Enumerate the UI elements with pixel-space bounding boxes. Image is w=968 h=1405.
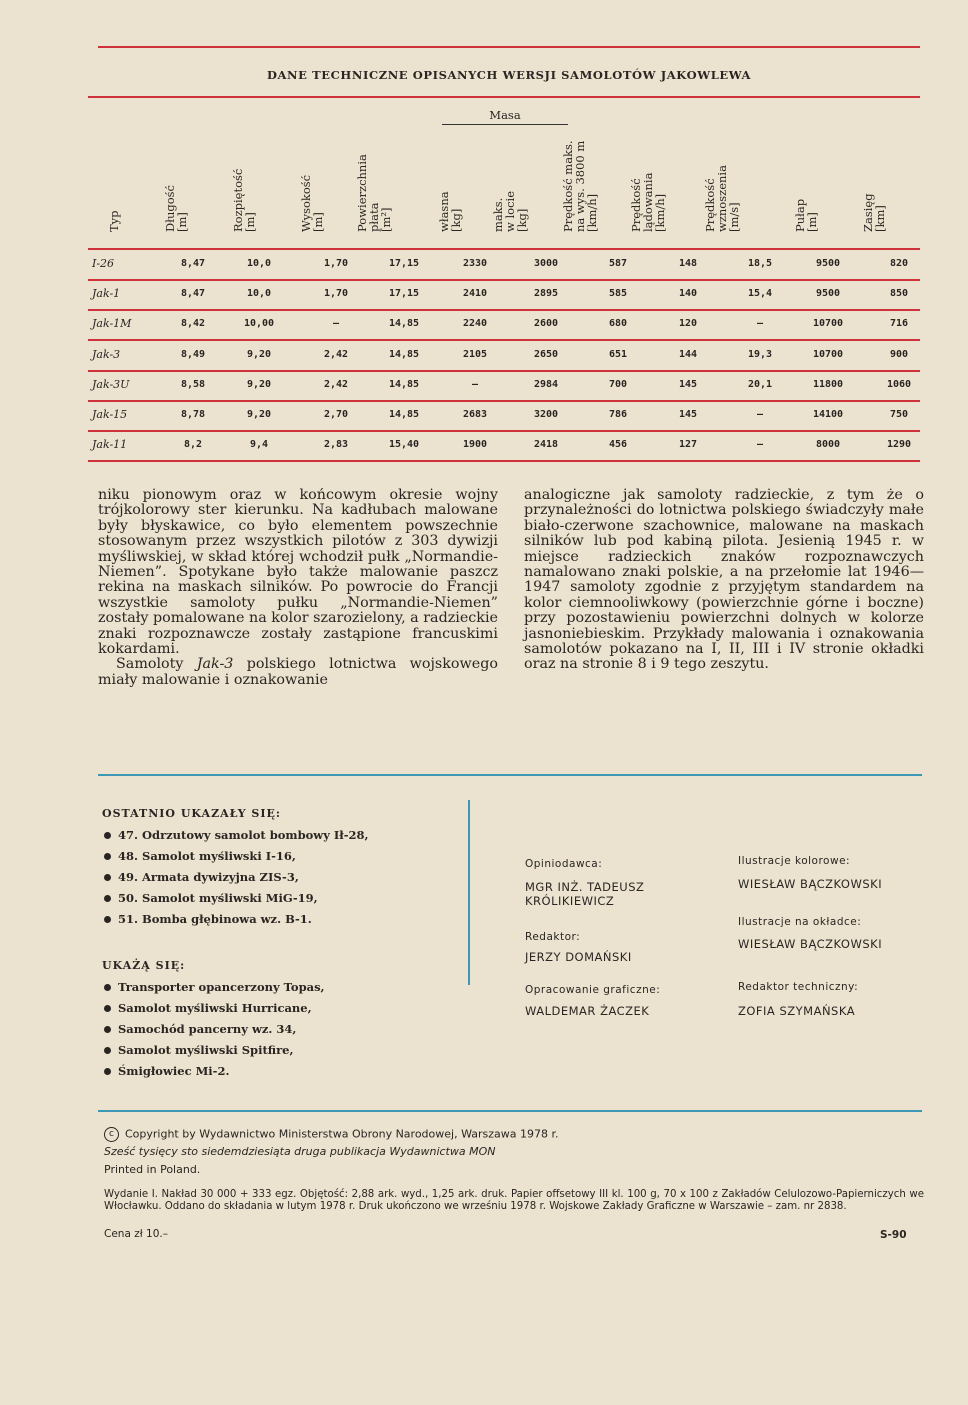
table-cell: 20,1 <box>747 379 773 390</box>
table-cell: 19,3 <box>747 349 773 360</box>
table-cell: 10700 <box>812 349 844 360</box>
table-cell: 2683 <box>462 409 488 420</box>
table-cell: 2,70 <box>323 409 349 420</box>
table-cell: 8,78 <box>180 409 206 420</box>
copyright-icon: c <box>104 1127 119 1142</box>
table-cell: 9500 <box>815 288 841 299</box>
column-header <box>299 0 325 232</box>
column-header <box>861 0 887 232</box>
publication-line: Sześć tysięcy sto siedemdziesiąta druga publikacja Wydawnictwa MON <box>104 1145 496 1158</box>
table-cell: 8,58 <box>180 379 206 390</box>
table-cell: 1,70 <box>323 288 349 299</box>
table-cell: 10,0 <box>246 288 272 299</box>
table-cell: 9500 <box>815 258 841 269</box>
column-header-label: Zasięg [km] <box>861 193 887 232</box>
table-cell: 15,4 <box>747 288 773 299</box>
upcoming-header: UKAŻĄ SIĘ: <box>102 959 186 972</box>
table-cell: 2,42 <box>323 349 349 360</box>
table-cell: 14,85 <box>388 379 420 390</box>
type-cell: Jak-15 <box>92 408 128 421</box>
table-cell: 820 <box>889 258 909 269</box>
recent-block <box>102 807 462 933</box>
upcoming-list <box>102 980 462 1085</box>
printed-line: Printed in Poland. <box>104 1163 201 1176</box>
column-header <box>355 0 393 232</box>
column-header-label: maks. w locie [kg] <box>491 190 529 232</box>
table-cell: 8,47 <box>180 288 206 299</box>
list-item: 48. Samolot myśliwski I-16, <box>102 849 462 870</box>
table-cell: 1900 <box>462 439 488 450</box>
table-cell: 1060 <box>886 379 912 390</box>
table-cell: 2240 <box>462 318 488 329</box>
color-ill-label: Ilustracje kolorowe: <box>738 855 851 867</box>
table-cell: 2650 <box>533 349 559 360</box>
list-item: Śmigłowiec Mi-2. <box>102 1064 462 1085</box>
table-cell: 2410 <box>462 288 488 299</box>
text-right-column <box>524 488 924 673</box>
table-cell: 2418 <box>533 439 559 450</box>
table-cell: 15,40 <box>388 439 420 450</box>
series-code: S-90 <box>880 1229 907 1241</box>
table-cell: 8,42 <box>180 318 206 329</box>
list-item: 50. Samolot myśliwski MiG-19, <box>102 891 462 912</box>
table-cell: 10,00 <box>243 318 275 329</box>
table-cell: 9,20 <box>246 409 272 420</box>
table-row <box>88 341 920 371</box>
cover-ill-name: WIESŁAW BĄCZKOWSKI <box>738 937 883 951</box>
table-row <box>88 401 920 431</box>
cover-ill-label: Ilustracje na okładce: <box>738 916 862 928</box>
table-cell: 9,4 <box>249 439 269 450</box>
column-header-label: własna [kg] <box>437 191 463 232</box>
table-cell: 140 <box>678 288 698 299</box>
recent-header: OSTATNIO UKAZAŁY SIĘ: <box>102 807 281 820</box>
type-cell: Jak-1M <box>92 317 132 330</box>
column-header-label: Typ <box>107 210 121 232</box>
column-header-label: Rozpiętość [m] <box>231 168 257 232</box>
tech-editor-label: Redaktor techniczny: <box>738 981 859 993</box>
list-item: Transporter opancerzony Topas, <box>102 980 462 1001</box>
table-row <box>88 371 920 401</box>
column-header <box>231 0 257 232</box>
table-cell: 680 <box>608 318 628 329</box>
table-cell: 127 <box>678 439 698 450</box>
table-cell: 716 <box>889 318 909 329</box>
table-cell: 145 <box>678 379 698 390</box>
table-cell: — <box>756 318 764 329</box>
table-cell: 9,20 <box>246 349 272 360</box>
price: Cena zł 10.– <box>104 1228 168 1240</box>
column-header <box>107 0 121 232</box>
editor-name: JERZY DOMAŃSKI <box>525 950 632 964</box>
table-cell: 3000 <box>533 258 559 269</box>
graphics-name: WALDEMAR ŻACZEK <box>525 1004 650 1018</box>
text-left-column <box>98 488 498 688</box>
list-item: 51. Bomba głębinowa wz. B-1. <box>102 912 462 933</box>
table-cell: 750 <box>889 409 909 420</box>
table-cell: — <box>756 409 764 420</box>
section-divider-vertical <box>468 800 470 985</box>
column-header-label: Długość [m] <box>163 185 189 232</box>
column-header <box>163 0 189 232</box>
column-header <box>437 0 463 232</box>
table-cell: 2895 <box>533 288 559 299</box>
masa-group-label: Masa <box>489 108 521 122</box>
table-cell: 8,47 <box>180 258 206 269</box>
table-cell: 1290 <box>886 439 912 450</box>
column-header-label: Pułap [m] <box>793 198 819 232</box>
table-cell: 14100 <box>812 409 844 420</box>
reviewer-name: MGR INŻ. TADEUSZ KRÓLIKIEWICZ <box>525 880 645 908</box>
table-cell: 17,15 <box>388 258 420 269</box>
editor-label: Redaktor: <box>525 931 581 943</box>
type-cell: Jak-11 <box>92 438 128 451</box>
table-cell: 10700 <box>812 318 844 329</box>
table-row <box>88 310 920 340</box>
table-cell: — <box>756 439 764 450</box>
type-cell: Jak-1 <box>92 287 121 300</box>
table-title: DANE TECHNICZNE OPISANYCH WERSJI SAMOLOTÓW JAKOWLEWA <box>266 68 752 82</box>
type-cell: Jak-3U <box>92 378 130 391</box>
column-header-label: Prędkość lądowania [km/h] <box>629 172 667 232</box>
table-cell: 11800 <box>812 379 844 390</box>
table-cell: 786 <box>608 409 628 420</box>
table-cell: 9,20 <box>246 379 272 390</box>
table-cell: 456 <box>608 439 628 450</box>
table-cell: 2600 <box>533 318 559 329</box>
list-item: Samolot myśliwski Hurricane, <box>102 1001 462 1022</box>
top-rule <box>98 46 920 48</box>
table-cell: 8,2 <box>183 439 203 450</box>
table-cell: 8,49 <box>180 349 206 360</box>
table-cell: 2330 <box>462 258 488 269</box>
graphics-label: Opracowanie graficzne: <box>525 984 661 996</box>
table-cell: 17,15 <box>388 288 420 299</box>
table-cell: 651 <box>608 349 628 360</box>
table-cell: 900 <box>889 349 909 360</box>
table-cell: 14,85 <box>388 318 420 329</box>
list-item: 49. Armata dywizyjna ZIS-3, <box>102 870 462 891</box>
row-rule <box>88 460 920 462</box>
upcoming-block <box>102 959 462 1085</box>
header-top-rule <box>88 96 920 98</box>
table-cell: 2,42 <box>323 379 349 390</box>
column-header-label: Prędkość maks. na wys. 3800 m [km/h] <box>561 140 599 232</box>
table-cell: 14,85 <box>388 349 420 360</box>
copyright-line: c Copyright by Wydawnictwo Ministerstwa Obrony Narodowej, Warszawa 1978 r. <box>104 1127 914 1142</box>
table-row <box>88 250 920 280</box>
table-cell: 120 <box>678 318 698 329</box>
table-row <box>88 280 920 310</box>
table-cell: 2105 <box>462 349 488 360</box>
table-cell: 144 <box>678 349 698 360</box>
section-rule-top <box>98 774 922 776</box>
masa-group-rule <box>442 124 568 125</box>
table-cell: 700 <box>608 379 628 390</box>
column-header-label: Wysokość [m] <box>299 174 325 232</box>
table-cell: 2,83 <box>323 439 349 450</box>
column-header-label: Powierzchnia płata [m²] <box>355 154 393 232</box>
table-cell: 148 <box>678 258 698 269</box>
list-item: Samochód pancerny wz. 34, <box>102 1022 462 1043</box>
table-cell: 18,5 <box>747 258 773 269</box>
table-cell: 3200 <box>533 409 559 420</box>
type-cell: I-26 <box>92 257 115 270</box>
column-header <box>793 0 819 232</box>
column-header-label: Prędkość wznoszenia [m/s] <box>703 165 741 232</box>
table-cell: 2984 <box>533 379 559 390</box>
table-cell: 8000 <box>815 439 841 450</box>
table-cell: 10,0 <box>246 258 272 269</box>
edition-info: Wydanie I. Nakład 30 000 + 333 egz. Objętość: 2,88 ark. wyd., 1,25 ark. druk. Papier offsetowy III kl. 100 g, 70 x 100 z Zakładów Celulozowo-Papierniczych we Włocławku. Oddano do składania w lutym 1978 r. Druk ukończono we wrześniu 1978 r. Wojskowe Zakłady Graficzne w Warszawie – zam. nr 2838. <box>104 1189 924 1212</box>
table-cell: 14,85 <box>388 409 420 420</box>
paragraph: Samoloty Jak-3 polskiego lotnictwa wojskowego miały malowanie i oznakowanie <box>98 656 499 688</box>
section-rule-bottom <box>98 1110 922 1112</box>
type-cell: Jak-3 <box>92 348 121 361</box>
table-cell: 587 <box>608 258 628 269</box>
paragraph: analogiczne jak samoloty radzieckie, z tym że o przynależności do lotnictwa polskiego świadczyły małe biało-czerwone szachownice, malowane na maskach silników lub pod kabiną pilota. Jesienią 1945 r. w miejsce radzieckich znaków rozpoznawczych namalowano znaki polskie, a na przełomie lat 1946—1947 samoloty zgodnie z przyjętym standardem na kolor ciemnooliwkowy (powierzchnie górne i boczne) przy pozostawieniu powierzchni dolnych w kolorze jasnoniebieskim. Przykłady malowania i oznakowania samolotów pokazano na I, II, III i IV stronie okładki oraz na stronie 8 i 9 tego zeszytu. <box>524 487 924 673</box>
table-cell: 1,70 <box>323 258 349 269</box>
table-cell: 850 <box>889 288 909 299</box>
reviewer-label: Opiniodawca: <box>525 858 603 870</box>
column-header <box>703 0 741 232</box>
tech-editor-name: ZOFIA SZYMAŃSKA <box>738 1004 856 1018</box>
table-cell: 585 <box>608 288 628 299</box>
table-cell: — <box>332 318 340 329</box>
recent-list <box>102 828 462 933</box>
list-item: Samolot myśliwski Spitfire, <box>102 1043 462 1064</box>
color-ill-name: WIESŁAW BĄCZKOWSKI <box>738 877 883 891</box>
column-header <box>561 0 599 232</box>
table-cell: — <box>471 379 479 390</box>
paragraph: niku pionowym oraz w końcowym okresie wojny trójkolorowy ster kierunku. Na kadłubach malowane były błyskawice, co było elementem powszechnie stosowanym przez wszystkich pilotów z 303 dywizji myśliwskiej, w skład której wchodził pułk „Normandie-Niemen”. Spotykane było także malowanie paszcz rekina na maskach silników. Po powrocie do Francji wszystkie samoloty pułku „Normandie-Niemen” zostały pomalowane na kolor szarozielony, a radzieckie znaki rozpoznawcze zostały zastąpione francuskimi kokardami. <box>98 487 499 658</box>
list-item: 47. Odrzutowy samolot bombowy Ił-28, <box>102 828 462 849</box>
table-cell: 145 <box>678 409 698 420</box>
table-row <box>88 431 920 461</box>
column-header <box>629 0 667 232</box>
